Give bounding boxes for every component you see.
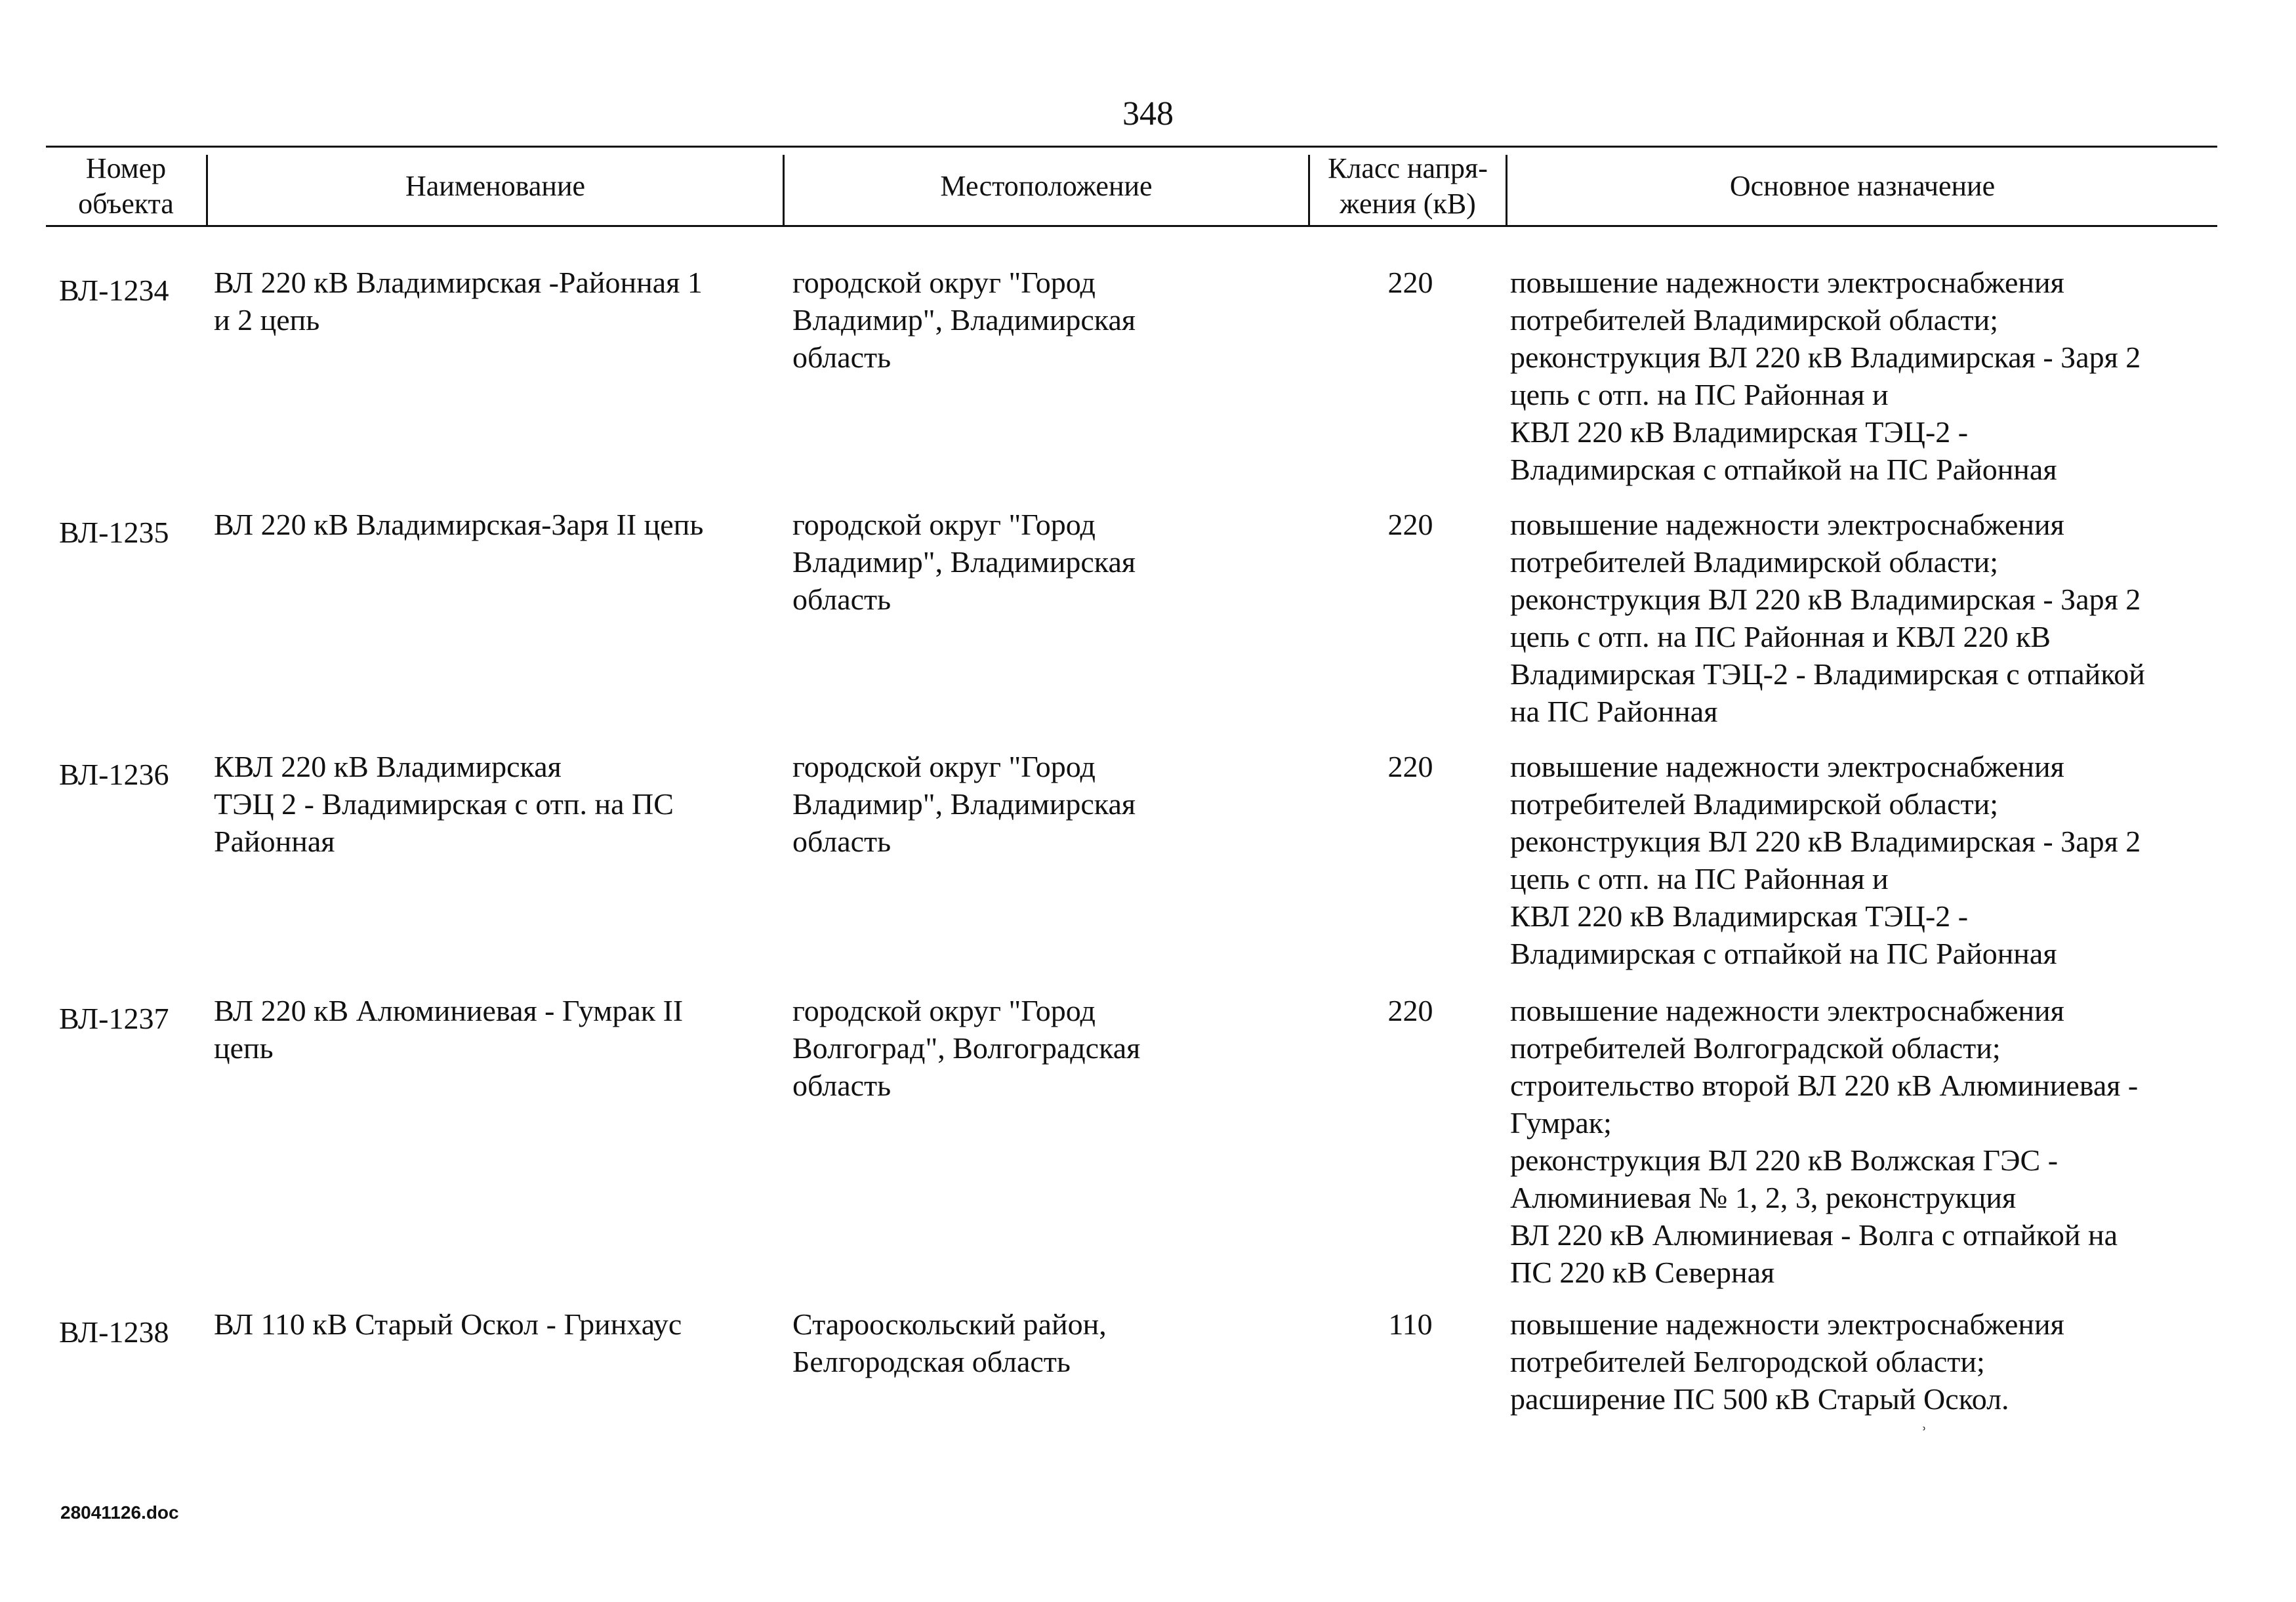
object-number: ВЛ-1235	[59, 516, 169, 549]
object-name	[214, 1305, 804, 1343]
object-purpose-line: реконструкция ВЛ 220 кВ Волжская ГЭС -	[1510, 1143, 2059, 1177]
page-number: 348	[1122, 95, 1174, 133]
object-name-line: ВЛ 110 кВ Старый Оскол - Гринхаус	[214, 1307, 682, 1341]
object-purpose-line: потребителей Владимирской области;	[1510, 545, 1999, 579]
object-name-line: КВЛ 220 кВ Владимирская	[214, 750, 562, 783]
object-location	[792, 1305, 1278, 1380]
object-purpose-line: цепь с отп. на ПС Районная и КВЛ 220 кВ	[1510, 620, 2051, 653]
object-purpose	[1510, 264, 2225, 488]
object-name-line: ВЛ 220 кВ Владимирская -Районная 1	[214, 266, 703, 299]
object-name	[214, 992, 804, 1067]
object-purpose-line: потребителей Волгоградской области;	[1510, 1031, 2001, 1065]
object-name	[214, 264, 804, 339]
object-purpose-line: повышение надежности электроснабжения	[1510, 1307, 2064, 1341]
object-location-line: область	[792, 340, 892, 374]
object-number: ВЛ-1234	[59, 274, 169, 307]
header-purpose: Основное назначение	[1729, 170, 1996, 202]
object-purpose-line: расширение ПС 500 кВ Старый Оскол.	[1510, 1382, 2009, 1416]
voltage-class: 220	[1387, 266, 1433, 299]
object-name-line: ТЭЦ 2 - Владимирская с отп. на ПС	[214, 787, 674, 821]
object-name-line: и 2 цепь	[214, 303, 320, 337]
object-purpose-line: Владимирская с отпайкой на ПС Районная	[1510, 937, 2057, 970]
object-purpose-line: Владимирская с отпайкой на ПС Районная	[1510, 453, 2057, 486]
object-location-line: область	[792, 583, 892, 616]
object-number: ВЛ-1238	[59, 1315, 169, 1349]
object-purpose-line: строительство второй ВЛ 220 кВ Алюминиевая -	[1510, 1069, 2139, 1102]
object-name-line: ВЛ 220 кВ Алюминиевая - Гумрак II	[214, 994, 684, 1027]
object-purpose-line: потребителей Белгородской области;	[1510, 1345, 1985, 1378]
stray-mark: ˒	[1921, 1414, 1927, 1436]
object-name-line: Районная	[214, 825, 335, 858]
object-name	[214, 748, 804, 860]
object-location-line: городской округ "Город	[792, 750, 1096, 783]
object-purpose-line: потребителей Владимирской области;	[1510, 787, 1999, 821]
object-location	[792, 748, 1278, 860]
voltage-class: 220	[1387, 508, 1433, 541]
object-purpose-line: реконструкция ВЛ 220 кВ Владимирская - Заря 2	[1510, 340, 2141, 374]
object-purpose	[1510, 1305, 2225, 1418]
object-location	[792, 264, 1278, 376]
object-number: ВЛ-1236	[59, 758, 169, 791]
object-purpose-line: потребителей Владимирской области;	[1510, 303, 1999, 337]
object-purpose-line: повышение надежности электроснабжения	[1510, 266, 2064, 299]
voltage-class: 220	[1387, 994, 1433, 1027]
object-name	[214, 506, 804, 543]
object-location-line: городской округ "Город	[792, 266, 1096, 299]
object-purpose-line: КВЛ 220 кВ Владимирская ТЭЦ-2 -	[1510, 899, 1969, 933]
object-location-line: Белгородская область	[792, 1345, 1071, 1378]
object-location	[792, 992, 1278, 1104]
object-number: ВЛ-1237	[59, 1002, 169, 1035]
object-purpose-line: на ПС Районная	[1510, 695, 1718, 728]
object-purpose-line: повышение надежности электроснабжения	[1510, 994, 2064, 1027]
object-location	[792, 506, 1278, 618]
object-purpose-line: повышение надежности электроснабжения	[1510, 508, 2064, 541]
object-location-line: Волгоград", Волгоградская	[792, 1031, 1141, 1065]
object-purpose-line: Гумрак;	[1510, 1106, 1612, 1140]
object-purpose-line: повышение надежности электроснабжения	[1510, 750, 2064, 783]
object-purpose-line: реконструкция ВЛ 220 кВ Владимирская - Заря 2	[1510, 583, 2141, 616]
object-purpose	[1510, 506, 2225, 730]
object-name-line: цепь	[214, 1031, 274, 1065]
object-location-line: Владимир", Владимирская	[792, 545, 1136, 579]
header-location: Местоположение	[940, 170, 1153, 202]
voltage-class: 110	[1388, 1307, 1433, 1341]
object-purpose-line: Алюминиевая № 1, 2, 3, реконструкция	[1510, 1181, 2017, 1214]
header-name: Наименование	[405, 170, 586, 202]
footer-filename: 28041126.doc	[60, 1502, 179, 1523]
object-purpose-line: ВЛ 220 кВ Алюминиевая - Волга с отпайкой на	[1510, 1218, 2118, 1252]
object-location-line: Владимир", Владимирская	[792, 303, 1136, 337]
header-object-number: Номер объекта	[78, 152, 174, 220]
object-purpose-line: реконструкция ВЛ 220 кВ Владимирская - Заря 2	[1510, 825, 2141, 858]
object-location-line: область	[792, 1069, 892, 1102]
object-location-line: Старооскольский район,	[792, 1307, 1107, 1341]
object-purpose-line: ПС 220 кВ Северная	[1510, 1256, 1775, 1289]
object-purpose-line: Владимирская ТЭЦ-2 - Владимирская с отпайкой	[1510, 657, 2145, 691]
object-location-line: область	[792, 825, 892, 858]
object-purpose-line: цепь с отп. на ПС Районная и	[1510, 378, 1889, 411]
object-purpose	[1510, 748, 2225, 972]
object-purpose	[1510, 992, 2225, 1291]
object-location-line: городской округ "Город	[792, 508, 1096, 541]
object-location-line: Владимир", Владимирская	[792, 787, 1136, 821]
object-purpose-line: цепь с отп. на ПС Районная и	[1510, 862, 1889, 895]
object-name-line: ВЛ 220 кВ Владимирская-Заря II цепь	[214, 508, 704, 541]
header-voltage-class: Класс напря- жения (кВ)	[1328, 152, 1488, 220]
voltage-class: 220	[1387, 750, 1433, 783]
object-location-line: городской округ "Город	[792, 994, 1096, 1027]
object-purpose-line: КВЛ 220 кВ Владимирская ТЭЦ-2 -	[1510, 415, 1969, 449]
